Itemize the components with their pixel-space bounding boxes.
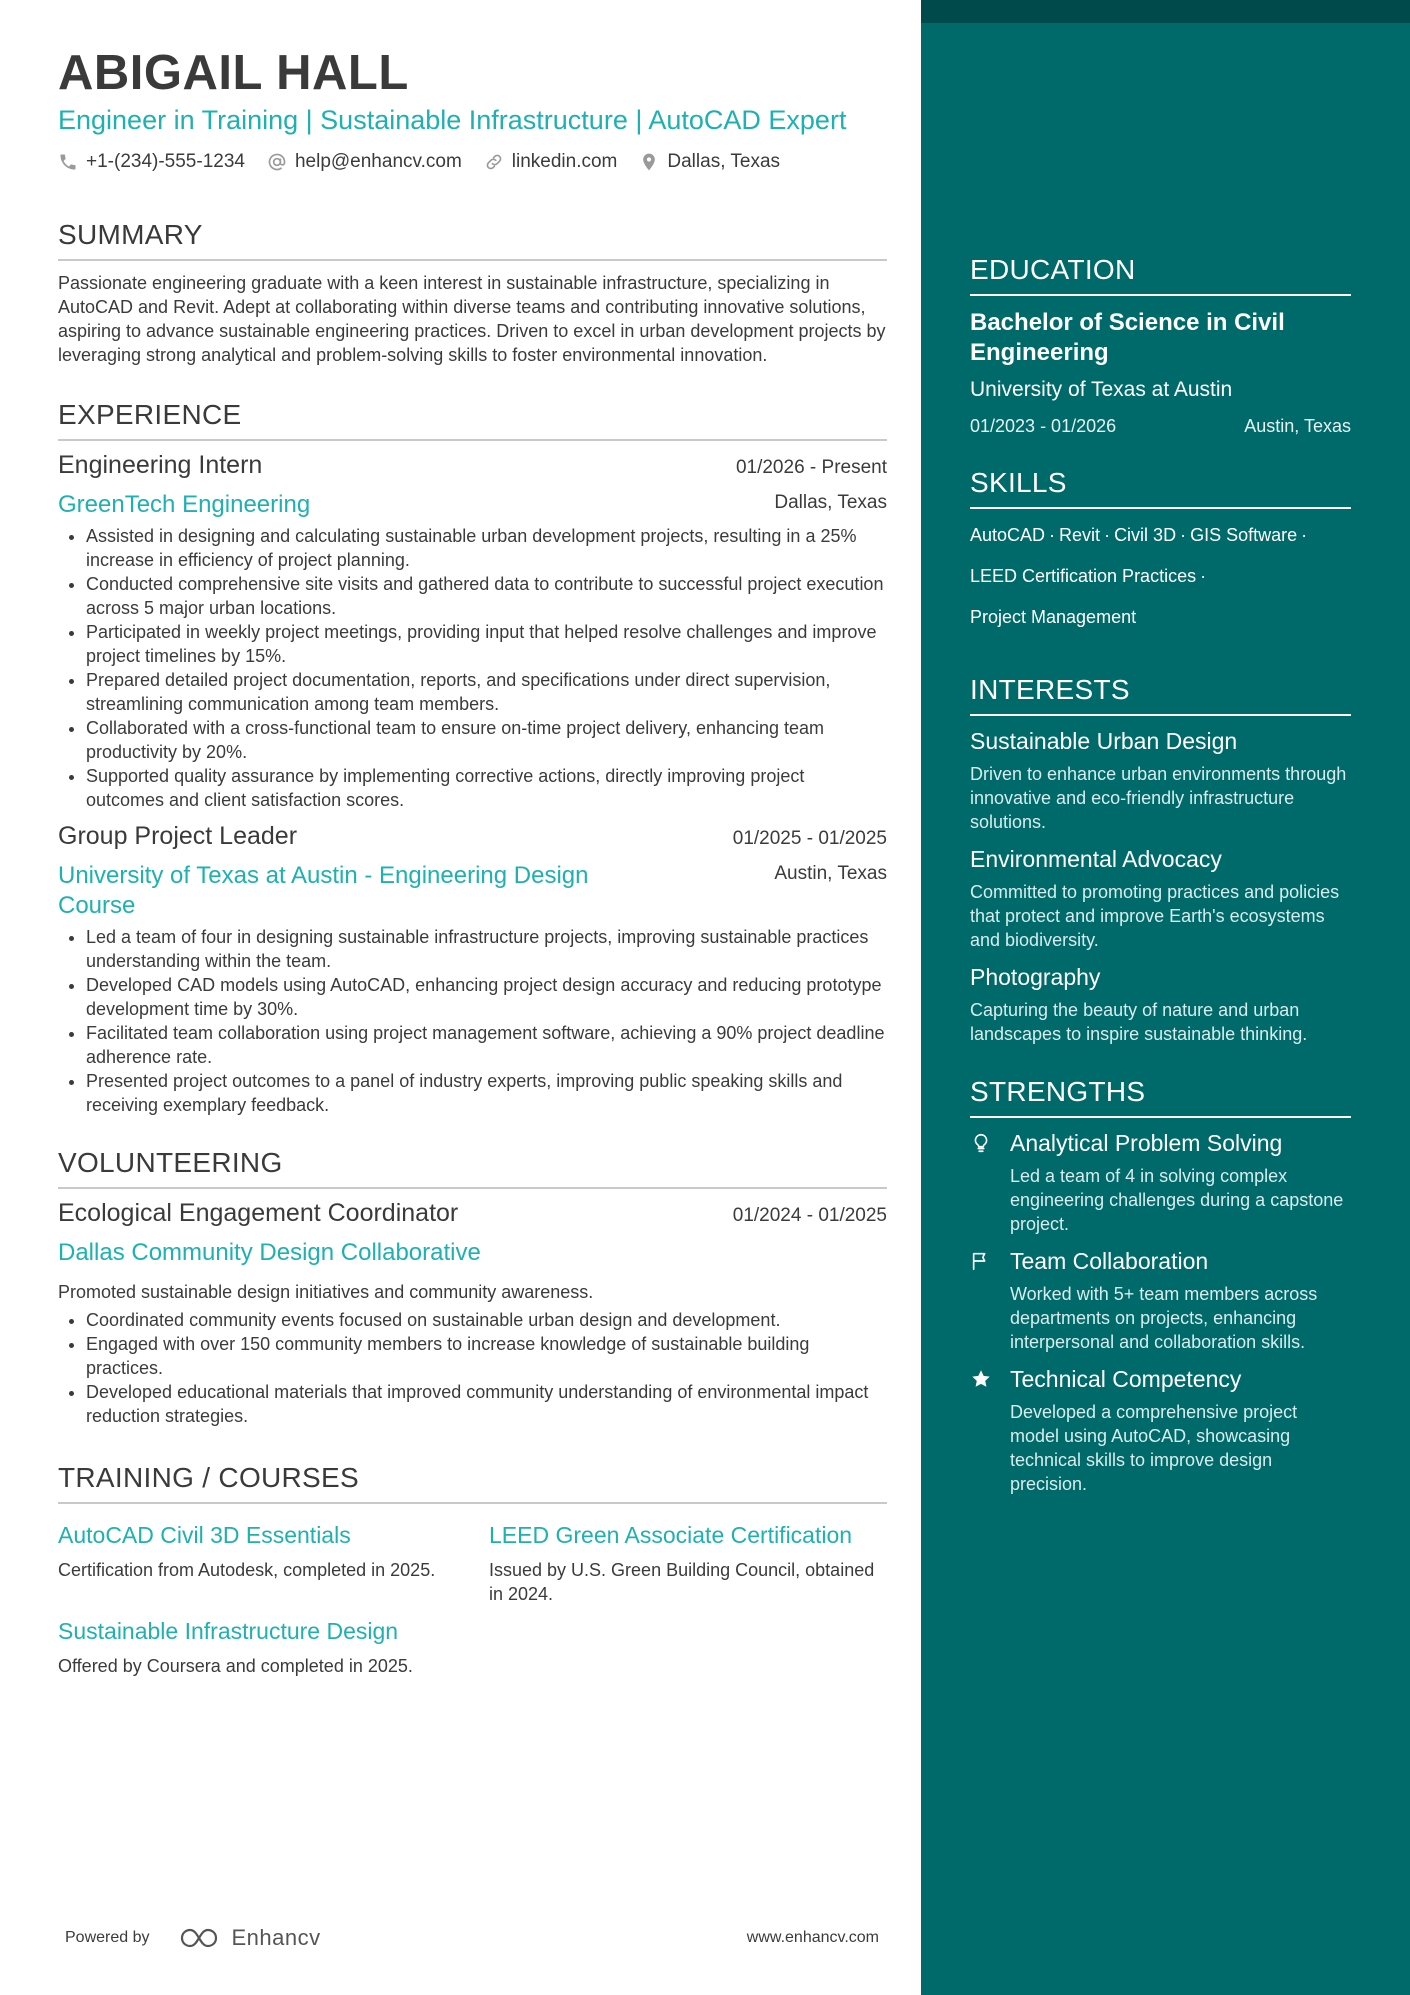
- strength-item: [970, 1128, 1351, 1236]
- bullet-item: • Facilitated team collaboration using project management software, achieving a 90% project deadline adherence rate.: [86, 1021, 887, 1069]
- job-role: Group Project Leader: [58, 822, 298, 850]
- interest-name: Sustainable Urban Design: [970, 728, 1238, 754]
- location-text: Dallas, Texas: [667, 151, 781, 172]
- bullet-item: • Coordinated community events focused on sustainable urban design and development.: [86, 1308, 887, 1332]
- contact-phone[interactable]: [58, 151, 245, 173]
- at-sign-icon: [267, 152, 287, 172]
- contact-bar: [58, 151, 887, 173]
- strengths-section-title: STRENGTHS: [970, 1076, 1351, 1118]
- interest-name: Environmental Advocacy: [970, 846, 1222, 872]
- sidebar: [970, 254, 1351, 1496]
- job-bullets: [58, 925, 887, 1117]
- skills-section-title: SKILLS: [970, 467, 1351, 509]
- job-role: Engineering Intern: [58, 451, 263, 479]
- course-description: Issued by U.S. Green Building Council, obtained in 2024.: [489, 1560, 875, 1604]
- course-item: [58, 1616, 489, 1678]
- skill-item: GIS Software: [1190, 525, 1298, 545]
- summary-section-title: SUMMARY: [58, 219, 887, 261]
- contact-email[interactable]: [267, 151, 462, 173]
- education-location: Austin, Texas: [1244, 416, 1351, 436]
- volunteer-role: Ecological Engagement Coordinator: [58, 1199, 459, 1227]
- strength-description: Developed a comprehensive project model using AutoCAD, showcasing technical skills to improve design precision.: [1010, 1402, 1298, 1494]
- bullet-item: • Developed educational materials that improved community understanding of environmental impact reduction strategies.: [86, 1380, 887, 1428]
- experience-entry: [58, 822, 887, 1117]
- experience-entry: [58, 451, 887, 812]
- volunteer-bullets: [58, 1308, 887, 1428]
- contact-location: [639, 151, 780, 173]
- course-description: Certification from Autodesk, completed in 2025.: [58, 1560, 436, 1580]
- strength-item: [970, 1364, 1351, 1496]
- job-date: 01/2025 - 01/2025: [732, 828, 887, 849]
- email-text: help@enhancv.com: [294, 151, 462, 172]
- powered-by[interactable]: [65, 1925, 321, 1951]
- bullet-item: • Presented project outcomes to a panel of industry experts, improving public speaking skills and receiving exemplary feedback.: [86, 1069, 887, 1117]
- training-section-title: TRAINING / COURSES: [58, 1462, 887, 1504]
- location-pin-icon: [639, 152, 659, 172]
- link-icon: [484, 152, 504, 172]
- course-grid: [58, 1510, 887, 1678]
- strength-description: Worked with 5+ team members across departments on projects, enhancing interpersonal and collaboration skills.: [1010, 1284, 1318, 1352]
- education-section-title: EDUCATION: [970, 254, 1351, 296]
- skill-item: Civil 3D: [1114, 525, 1177, 545]
- strength-name: Analytical Problem Solving: [1010, 1130, 1283, 1156]
- linkedin-text: linkedin.com: [511, 151, 618, 172]
- strength-description: Led a team of 4 in solving complex engineering challenges during a capstone project.: [1010, 1166, 1344, 1234]
- candidate-name: ABIGAIL HALL: [58, 46, 409, 100]
- bullet-item: • Assisted in designing and calculating sustainable urban development projects, resulting in a 25% increase in efficiency of project planning.: [86, 524, 887, 572]
- bullet-item: • Supported quality assurance by implementing corrective actions, directly improving project outcomes and client satisfaction scores.: [86, 764, 887, 812]
- interest-description: Capturing the beauty of nature and urban landscapes to inspire sustainable thinking.: [970, 1000, 1308, 1044]
- skills-list: AutoCAD · Revit · Civil 3D · GIS Software · LEED Certification Practices · Project Management: [970, 525, 1308, 627]
- skill-item: Revit: [1059, 525, 1101, 545]
- job-date: 01/2026 - Present: [735, 457, 887, 478]
- course-description: Offered by Coursera and completed in 2025.: [58, 1656, 413, 1676]
- enhancv-logo-icon: [178, 1925, 226, 1951]
- bullet-item: • Engaged with over 150 community members to increase knowledge of sustainable building practices.: [86, 1332, 887, 1380]
- job-company: University of Texas at Austin - Engineering Design Course: [58, 862, 589, 919]
- interest-name: Photography: [970, 964, 1101, 990]
- powered-by-label: Powered by: [65, 1929, 150, 1946]
- job-bullets: [58, 524, 887, 812]
- course-item: [58, 1520, 489, 1606]
- strength-item: [970, 1246, 1351, 1354]
- main-column: [58, 44, 887, 1678]
- flag-icon: [970, 1246, 1010, 1354]
- skill-item: Project Management: [970, 607, 1137, 627]
- website-link[interactable]: www.enhancv.com: [746, 1929, 879, 1946]
- volunteer-date: 01/2024 - 01/2025: [732, 1205, 887, 1226]
- course-name: Sustainable Infrastructure Design: [58, 1618, 399, 1644]
- bullet-item: • Developed CAD models using AutoCAD, enhancing project design accuracy and reducing prototype development time by 30%.: [86, 973, 887, 1021]
- star-icon: [970, 1364, 1010, 1496]
- interest-item: [970, 844, 1351, 952]
- course-name: LEED Green Associate Certification: [489, 1522, 853, 1548]
- volunteer-description: Promoted sustainable design initiatives and community awareness.: [58, 1282, 594, 1302]
- course-item: [489, 1520, 887, 1606]
- bullet-item: • Led a team of four in designing sustainable infrastructure projects, improving sustainable practices understanding within the team.: [86, 925, 887, 973]
- lightbulb-icon: [970, 1128, 1010, 1236]
- bullet-item: • Collaborated with a cross-functional team to ensure on-time project delivery, enhancing team productivity by 20%.: [86, 716, 887, 764]
- education-dates: 01/2023 - 01/2026: [970, 416, 1117, 436]
- summary-text: Passionate engineering graduate with a keen interest in sustainable infrastructure, specializing in AutoCAD and Revit. Adept at collaborating within diverse teams and contributing innovative solutions, aspiring to advance sustainable engineering practices. Driven to excel in urban development projects by leveraging strong analytical and problem-solving skills to foster environmental innovation.: [58, 273, 886, 365]
- job-location: Austin, Texas: [774, 863, 887, 884]
- course-name: AutoCAD Civil 3D Essentials: [58, 1522, 351, 1548]
- interests-section-title: INTERESTS: [970, 674, 1351, 716]
- volunteering-entry: [58, 1199, 887, 1428]
- phone-text: +1-(234)-555-1234: [86, 151, 245, 172]
- skill-item: LEED Certification Practices: [970, 566, 1197, 586]
- education-school: University of Texas at Austin: [970, 378, 1233, 401]
- strength-name: Team Collaboration: [1010, 1248, 1209, 1274]
- page-footer: [65, 1925, 879, 1951]
- candidate-headline: Engineer in Training | Sustainable Infrastructure | AutoCAD Expert: [58, 105, 847, 135]
- interest-item: [970, 962, 1351, 1046]
- interest-item: [970, 726, 1351, 834]
- experience-section-title: EXPERIENCE: [58, 399, 887, 441]
- sidebar-top-bar: [921, 0, 1410, 23]
- interest-description: Committed to promoting practices and policies that protect and improve Earth's ecosystems and biodiversity.: [970, 882, 1340, 950]
- strength-name: Technical Competency: [1010, 1366, 1242, 1392]
- bullet-item: • Prepared detailed project documentation, reports, and specifications under direct supervision, streamlining communication among team members.: [86, 668, 887, 716]
- contact-linkedin[interactable]: [484, 151, 618, 173]
- phone-icon: [58, 152, 78, 172]
- skill-item: AutoCAD: [970, 525, 1046, 545]
- bullet-item: • Participated in weekly project meetings, providing input that helped resolve challenges and improve project timelines by 15%.: [86, 620, 887, 668]
- enhancv-brand: Enhancv: [231, 1925, 321, 1950]
- job-location: Dallas, Texas: [774, 492, 887, 513]
- bullet-item: • Conducted comprehensive site visits and gathered data to contribute to successful project execution across 5 major urban locations.: [86, 572, 887, 620]
- education-degree: Bachelor of Science in Civil Engineering: [970, 309, 1285, 366]
- volunteer-organization: Dallas Community Design Collaborative: [58, 1239, 481, 1266]
- volunteering-section-title: VOLUNTEERING: [58, 1147, 887, 1189]
- job-company: GreenTech Engineering: [58, 491, 311, 518]
- interest-description: Driven to enhance urban environments through innovative and eco-friendly infrastructure solutions.: [970, 764, 1347, 832]
